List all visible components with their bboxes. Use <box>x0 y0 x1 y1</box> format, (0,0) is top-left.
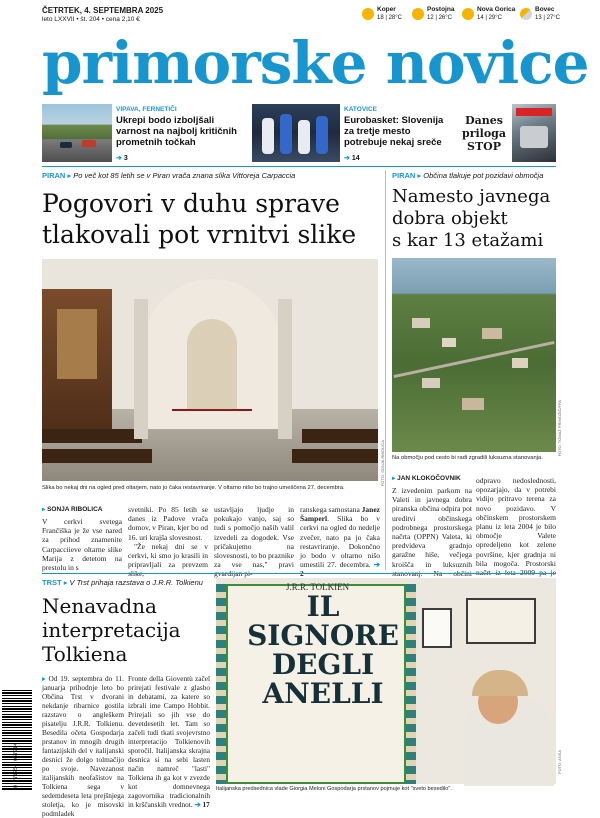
weather-postojna <box>412 6 454 22</box>
lead-column-1 <box>42 517 122 572</box>
arrow-icon: ➔ <box>116 155 124 162</box>
weather-nova-gorica <box>462 6 515 22</box>
issue-date: ČETRTEK, 4. SEPTEMBRA 2025 <box>42 6 164 15</box>
headline-line: Pogovori v duhu sprave <box>42 189 340 218</box>
lead-byline <box>42 505 102 513</box>
triangle-icon: ▸ <box>392 475 398 482</box>
lead-column-3 <box>214 505 294 579</box>
paragraph: svetniki. Po 85 letih se danes iz Padove vrača domov, v Piran, kjer bo od 16. uri krajša slovesnost. <box>128 505 208 542</box>
side-kicker <box>392 171 543 180</box>
bottom-kicker <box>42 578 203 587</box>
promo-line: priloga <box>462 127 506 140</box>
side-byline <box>392 474 461 482</box>
chevron-right-icon: ▸ <box>67 171 72 180</box>
headline-line: tlakovali pot vrnitvi slike <box>42 220 357 249</box>
weather-koper <box>362 6 402 22</box>
kicker-text: V Trst prihaja razstava o J.R.R. Tolkienu <box>69 578 203 587</box>
lead-column-2 <box>128 505 208 579</box>
side-photo-aerial[interactable] <box>392 258 556 452</box>
bottom-headline[interactable] <box>42 594 210 666</box>
chevron-right-icon: ▸ <box>417 171 422 180</box>
barcode-number: 9 771854 057014 <box>13 742 19 788</box>
paragraph: Z izvedenim parkom na Valeti in javnega dobra piranska občina odpira pot ureditvi občinskega podrobnega prostorskega načrta (OPPN) Valeta, ki predvideva gradnjo garažne hiše, večjega kroišča in luksuznih <box>392 486 472 569</box>
teaser-basketball-photo[interactable] <box>252 104 340 162</box>
divider <box>42 573 556 574</box>
weather-city: Bovec <box>535 6 555 13</box>
page-number: 14 <box>351 155 360 162</box>
poster-title-line: IL SIGNORE <box>247 590 399 652</box>
teaser-road-photo[interactable] <box>42 104 112 162</box>
issue-info: leto LXXVII • št. 204 • cena 2,10 € <box>42 16 140 23</box>
kicker-place: PIRAN <box>42 171 66 180</box>
headline-line: interpretacija <box>42 618 181 642</box>
lead-photo-church[interactable] <box>42 259 378 481</box>
sun-icon <box>412 8 424 20</box>
headline-line: dobra objekt <box>392 208 508 229</box>
partly-cloudy-icon <box>520 8 532 20</box>
chevron-right-icon: ▸ <box>63 578 68 587</box>
arrow-icon: ➔ <box>344 155 352 162</box>
side-headline[interactable] <box>392 186 556 252</box>
teaser-kicker: VIPAVA, FERNETIČI <box>116 106 177 113</box>
page-number: 3 <box>123 155 128 162</box>
bottom-photo-poster[interactable] <box>216 578 556 784</box>
person-name: Janez Šamperl <box>300 505 380 524</box>
teaser-kicker: KATOVICE <box>344 106 377 113</box>
weather-temp: 12 | 26°C <box>427 15 452 21</box>
weather-bovec <box>520 6 560 22</box>
paragraph: odpravo nedoslednosti, opozarjajo, da v potrebi vidijo pritravo terena za novo pozidavo. V občinskem prostorskem planu iz leta 2004 je bilo območje Valete opredeljeno kot zelene površine, kjer gradnja ni bila mogoča. Prostorski <box>476 476 556 568</box>
arrow-icon: ➔ <box>194 800 203 809</box>
photo-credit: FOTO: TOMAŽ PRIMOŽIČ/FPA <box>557 400 562 457</box>
teaser-page-ref[interactable] <box>344 154 360 162</box>
lead-column-4 <box>300 505 380 579</box>
column-divider <box>385 170 386 570</box>
arrow-icon: ➔ <box>373 560 380 570</box>
kicker-text: Občina tlakuje pot pozidavi območja <box>423 171 544 180</box>
poster-title <box>238 592 408 708</box>
promo-box[interactable] <box>456 104 512 162</box>
page-ref[interactable]: 17 <box>202 800 210 809</box>
headline-line: Namesto javnega <box>392 186 551 207</box>
kicker-place: TRST <box>42 578 62 587</box>
paragraph: Fronte della Gioventù začel prirejati festivale z glasbo in debatami, za katere so izbrali ime Campo Hobbit. Prirejali so jih vse do devetdesetih let. Tam so začeli tudi tkati svojevrstno interpretacijo Tolkienovih sporočil. Italijanska skrajna desnica si na sebi lasten način namreč "lasti" Tolkiena ih ga kot v zvezde kot domnevnega zagovornika tradicionalnih in krščanskih vrednot. <box>128 674 210 809</box>
bottom-column-1 <box>42 674 124 818</box>
paragraph: "Že nekaj dni se v cerkvi, ki smo jo krasili in pripravljali za prevzem <box>128 541 208 570</box>
weather-city: Koper <box>377 6 396 13</box>
poster-title-line: DEGLI <box>271 648 375 681</box>
weather-temp: 18 | 28°C <box>377 15 402 21</box>
weather-city: Postojna <box>427 6 455 13</box>
side-caption: Na območju pod cesto bi radi zgradili luksuzna stanovanja. <box>392 455 543 461</box>
teaser-title[interactable]: Eurobasket: Slovenija za tretje mesto potrebuje nekaj sreče <box>344 115 444 148</box>
kicker-text: Po več kot 85 letih se v Piran vrača znana slika Vittoreja Carpaccia <box>73 171 296 180</box>
headline-line: Tolkiena <box>42 642 128 666</box>
paragraph: ustavljajo ljudje in pokukajo vanjo, saj so tudi s pomočjo naših valil izvedeli za dogodek. Vse pričakujemo na slovesnosti, to bo praznike za vse nas," pravi <box>214 505 294 570</box>
poster-author: J.R.R. TOLKIEN <box>286 582 350 592</box>
poster-title-line: ANELLI <box>262 677 384 710</box>
paragraph: V cerkvi svetega Frančiška je že vse nared za prihod znamenite Carpacciieve oltarne slike Marija z detetom na prestolu in s <box>42 517 122 573</box>
weather-city: Nova Gorica <box>477 6 516 13</box>
headline-line: s kar 13 etažami <box>392 230 544 251</box>
bottom-caption: Italijanska predsednica vlade Giorgia Meloni Gospodarja prstanov pojmuje kot "sveto besedilo". <box>216 786 452 792</box>
divider <box>42 166 556 167</box>
promo-line: Danes <box>465 114 503 127</box>
headline-line: Nenavadna <box>42 594 157 618</box>
text-span: ranskega samostana <box>300 505 360 514</box>
teaser-title[interactable]: Ukrepi bodo izboljšali varnost na najbolj kritičnih prometnih točkah <box>116 115 237 148</box>
promo-line: STOP <box>467 140 501 153</box>
sun-icon <box>362 8 374 20</box>
text-span: . Slika bo v cerkvi na ogled do nedelje zvečer, nato pa jo čaka restavriranje. Dokončno jo bodo v oltarno nišo umestili 27. decembra. <box>300 514 380 570</box>
byline-name: JAN KLOKOČOVNIK <box>397 475 461 482</box>
lead-kicker <box>42 171 295 180</box>
lead-caption: Slika bo nekaj dni na ogled pred oltarjem, nato jo čaka restavriranje. V oltarno nišo bo trajno umeščena 27. decembra. <box>42 485 345 491</box>
weather-temp: 14 | 29°C <box>477 15 502 21</box>
photo-credit: FOTO: ANSA <box>557 750 562 774</box>
bottom-column-2 <box>128 674 210 809</box>
weather-temp: 13 | 27°C <box>535 15 560 21</box>
promo-magazine-cover[interactable] <box>512 104 556 162</box>
photo-credit: FOTO: SONJA RIBOLICA <box>380 440 385 487</box>
sun-icon <box>462 8 474 20</box>
triangle-icon: ▸ <box>42 506 48 513</box>
triangle-icon: ▸ <box>42 674 49 683</box>
teaser-page-ref[interactable] <box>116 154 128 162</box>
kicker-place: PIRAN <box>392 171 416 180</box>
byline-name: SONJA RIBOLICA <box>47 506 103 513</box>
masthead-logo[interactable]: primorske novice <box>42 29 589 97</box>
paragraph: Od 19. septembra do 11. januarja prihodnje leto bo Občina Trst v dvorani nekdanje ribarnice gostila razstavo o angleškem pisatelju J.R.R. Tolkienu. Besedila očeta Gospodarja prstanov in mnogih drugih fantazijskih del v italijanski desnici že dolgo tolmačijo po svoje. Navezanost italijanskih neofašistov na Tolkiena sega v sedemdeseta leta prejšnjega stoletja, ko je misovski podmladek <box>42 674 124 818</box>
lead-headline[interactable] <box>42 188 382 250</box>
